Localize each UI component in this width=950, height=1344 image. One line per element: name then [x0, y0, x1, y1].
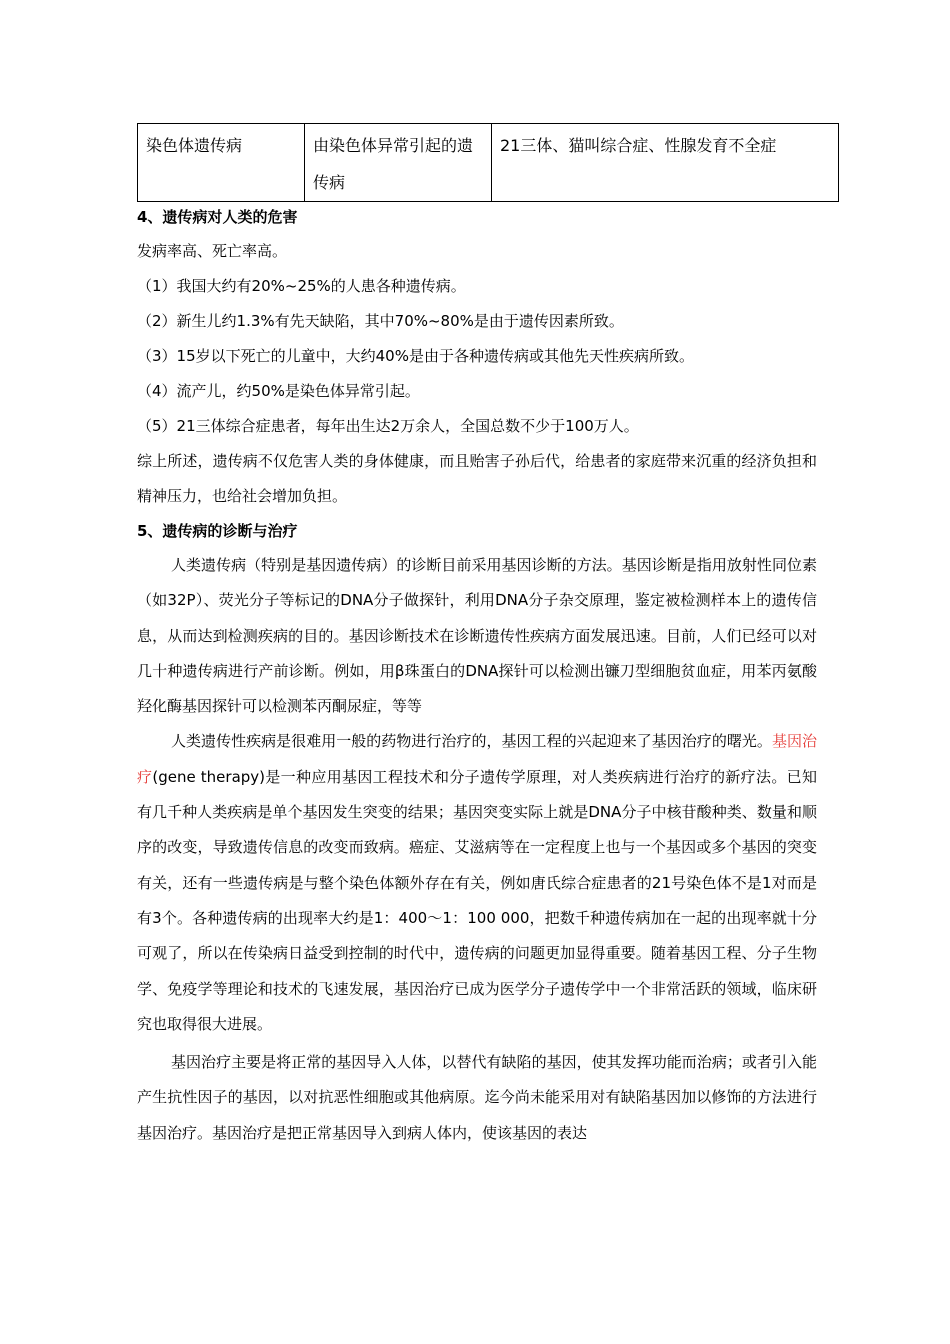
- section4-intro: 发病率高、死亡率高。: [137, 242, 288, 260]
- list-item: （1）我国大约有20%~25%的人患各种遗传病。: [137, 277, 466, 295]
- gene-therapy-intro-text: 人类遗传性疾病是很难用一般的药物进行治疗的，基因工程的兴起迎来了基因治疗的曙光。: [171, 732, 772, 751]
- list-item: （3）15岁以下死亡的儿童中，大约40%是由于各种遗传病或其他先天性疾病所致。: [137, 347, 694, 365]
- gene-therapy-term: 基因治疗: [137, 732, 817, 786]
- list-item: （2）新生儿约1.3%有先天缺陷，其中70%~80%是由于遗传因素所致。: [137, 312, 624, 330]
- list-item: （5）21三体综合症患者，每年出生达2万余人，全国总数不少于100万人。: [137, 417, 639, 435]
- gene-therapy-method-paragraph: 基因治疗主要是将正常的基因导入人体，以替代有缺陷的基因，使其发挥功能而治病；或者引入能产生抗性因子的基因，以对抗恶性细胞或其他病原。迄今尚未能采用对有缺陷基因加以修饰的方法进行基因治疗。基因治疗是把正常基因导入到病人体内，使该基因的表达: [137, 1053, 817, 1142]
- disease-type-cell: 染色体遗传病: [138, 124, 305, 202]
- gene-therapy-body-text: (gene therapy)是一种应用基因工程技术和分子遗传学原理，对人类疾病进行治疗的新疗法。已知有几千种人类疾病是单个基因发生突变的结果；基因突变实际上就是DNA分子中核苷酸种类、数量和顺序的改变，导致遗传信息的改变而致病。癌症、艾滋病等在一定程度上也与一个基因或多个基因的突变有关，还有一些遗传病是与整个染色体额外存在有关，例如唐氏综合症患者的21号染色体不是1对而是有3个。各种遗传病的出现率大约是1：400～1：100 000，把数千种遗传病加在一起的出现率就十分可观了，所以在传染病日益受到控制的时代中，遗传病的问题更加显得重要。随着基因工程、分子生物学、免疫学等理论和技术的飞速发展，基因治疗已成为医学分子遗传学中一个非常活跃的领域，临床研究也取得很大进展。: [137, 767, 817, 1033]
- disease-examples-cell: 21三体、猫叫综合症、性腺发育不全症: [492, 124, 839, 202]
- document-page: [137, 123, 817, 1151]
- section4-summary: 综上所述，遗传病不仅危害人类的身体健康，而且贻害子孙后代，给患者的家庭带来沉重的经济负担和精神压力，也给社会增加负担。: [137, 452, 817, 505]
- disease-table: [137, 123, 839, 202]
- section5-heading: 5、遗传病的诊断与治疗: [137, 522, 298, 540]
- gene-therapy-paragraph: [137, 724, 817, 1042]
- section4-heading: 4、遗传病对人类的危害: [137, 208, 298, 226]
- table-row: [138, 124, 839, 202]
- list-item: （4）流产儿，约50%是染色体异常引起。: [137, 382, 420, 400]
- diagnosis-paragraph: 人类遗传病（特别是基因遗传病）的诊断目前采用基因诊断的方法。基因诊断是指用放射性同位素（如32P）、荧光分子等标记的DNA分子做探针，利用DNA分子杂交原理，鉴定被检测样本上的遗传信息，从而达到检测疾病的目的。基因诊断技术在诊断遗传性疾病方面发展迅速。目前，人们已经可以对几十种遗传病进行产前诊断。例如，用β珠蛋白的DNA探针可以检测出镰刀型细胞贫血症，用苯丙氨酸羟化酶基因探针可以检测苯丙酮尿症，等等: [137, 556, 817, 716]
- disease-cause-cell: 由染色体异常引起的遗传病: [305, 124, 492, 202]
